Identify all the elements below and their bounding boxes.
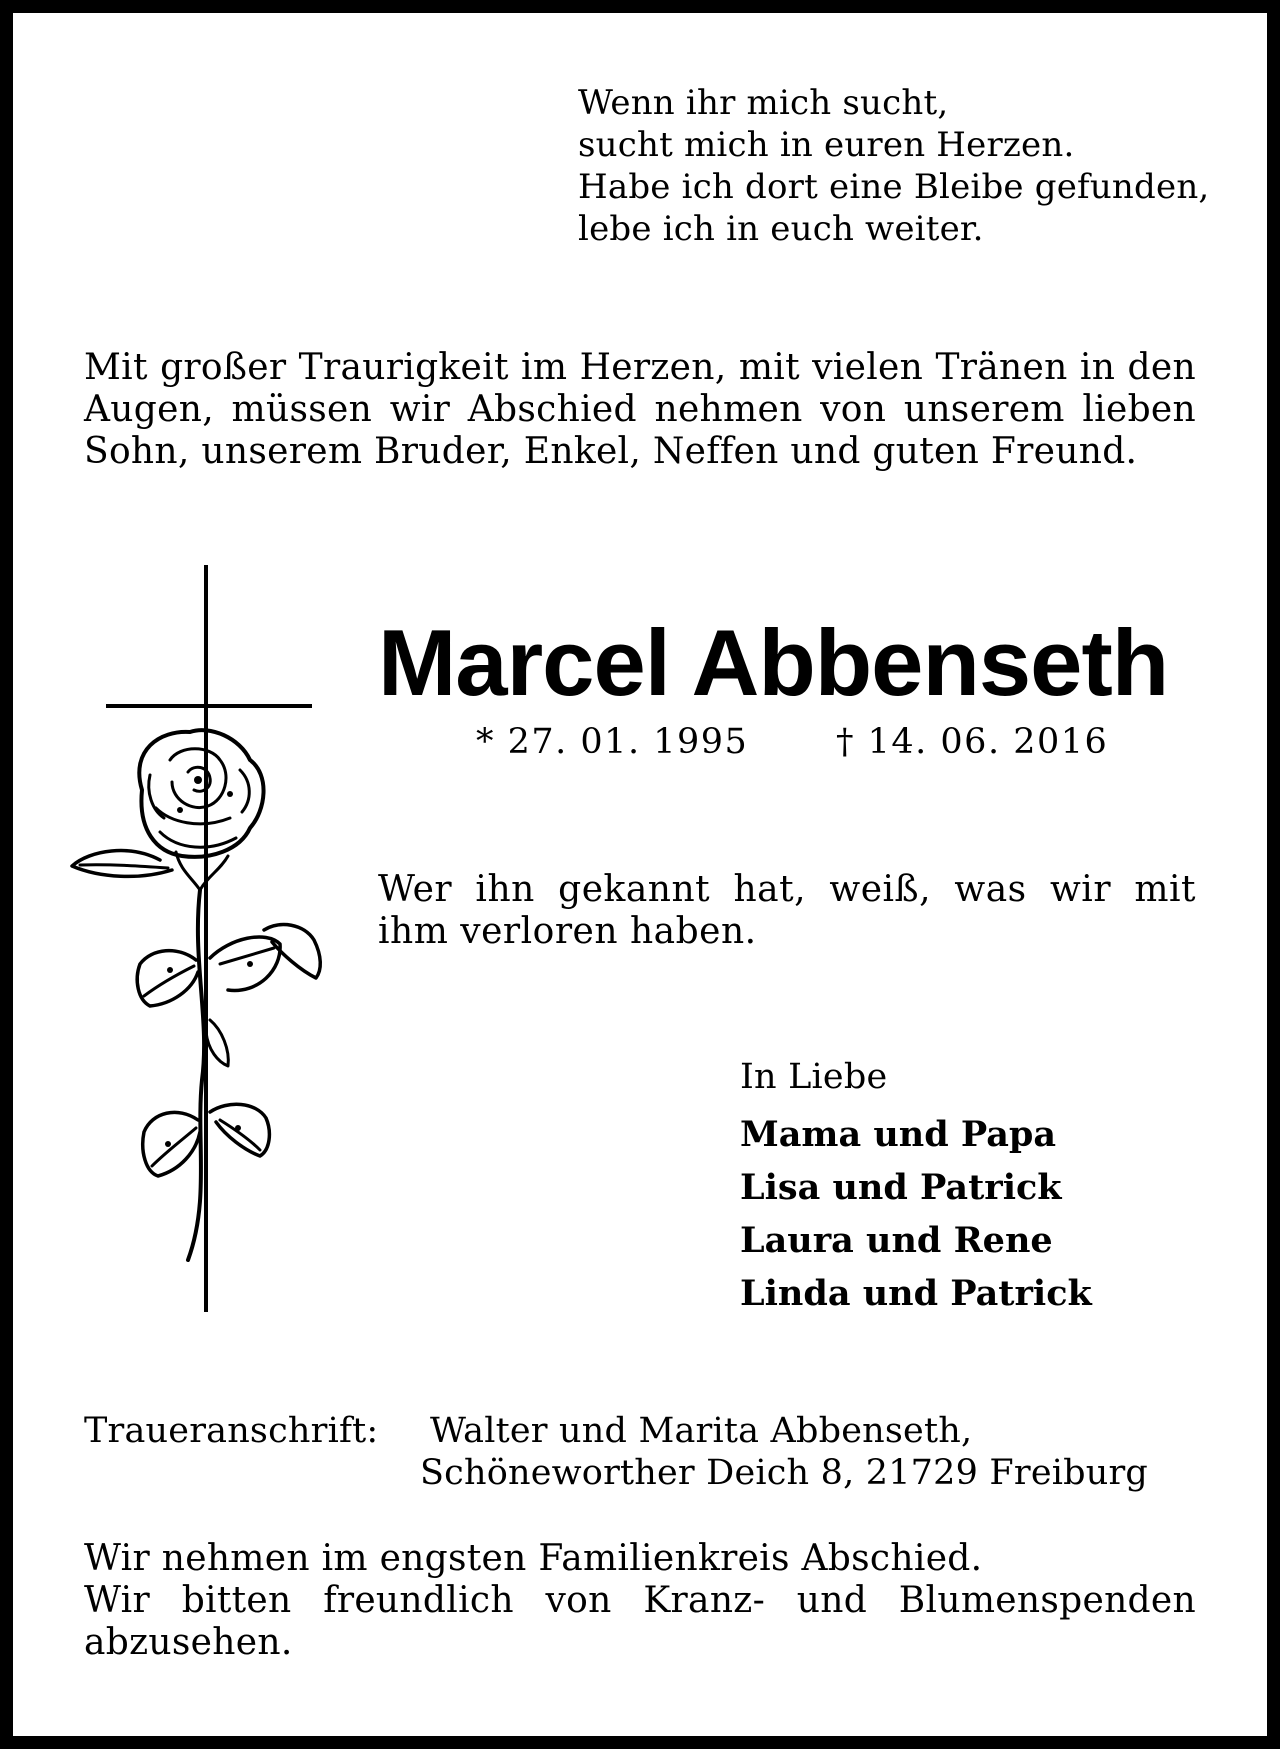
family-member: Linda und Patrick <box>740 1273 1092 1314</box>
family-member: Laura und Rene <box>740 1220 1053 1261</box>
intro-paragraph: Mit großer Traurigkeit im Herzen, mit vielen Tränen in den Augen, müssen wir Abschied nehmen von unserem lieben Sohn, unserem Bruder, Enkel, Neffen und guten Freund. <box>84 347 1196 472</box>
closing-line-1: Wir nehmen im engsten Familienkreis Abschied. <box>84 1538 983 1579</box>
motto-poem <box>578 82 1209 250</box>
motto-line: lebe ich in euch weiter. <box>578 209 984 249</box>
family-list <box>740 1108 1092 1320</box>
death-date: † 14. 06. 2016 <box>836 722 1109 762</box>
family-member: Mama und Papa <box>740 1114 1057 1155</box>
closing-line-3: abzusehen. <box>84 1622 293 1663</box>
address-label: Traueranschrift: <box>84 1411 379 1451</box>
deceased-name: Marcel Abbenseth <box>378 610 1169 715</box>
cross-icon <box>106 565 312 1312</box>
closing-line-2: Wir bitten freundlich von Kranz- und Blumenspenden <box>84 1580 1196 1621</box>
family-member: Lisa und Patrick <box>740 1167 1062 1208</box>
birth-date: * 27. 01. 1995 <box>476 722 749 762</box>
address-line-1: Walter und Marita Abbenseth, <box>430 1411 973 1451</box>
motto-line: Wenn ihr mich sucht, <box>578 83 949 123</box>
cross-with-rose-icon <box>60 560 340 1320</box>
memorial-quote: Wer ihn gekannt hat, weiß, was wir mit ihm verloren haben. <box>378 869 1196 952</box>
closing-note <box>84 1538 1196 1664</box>
motto-line: sucht mich in euren Herzen. <box>578 125 1075 165</box>
address-line-2: Schöneworther Deich 8, 21729 Freiburg <box>420 1453 1149 1493</box>
in-love-label: In Liebe <box>740 1057 888 1097</box>
rose-icon <box>72 730 320 1260</box>
motto-line: Habe ich dort eine Bleibe gefunden, <box>578 167 1210 207</box>
